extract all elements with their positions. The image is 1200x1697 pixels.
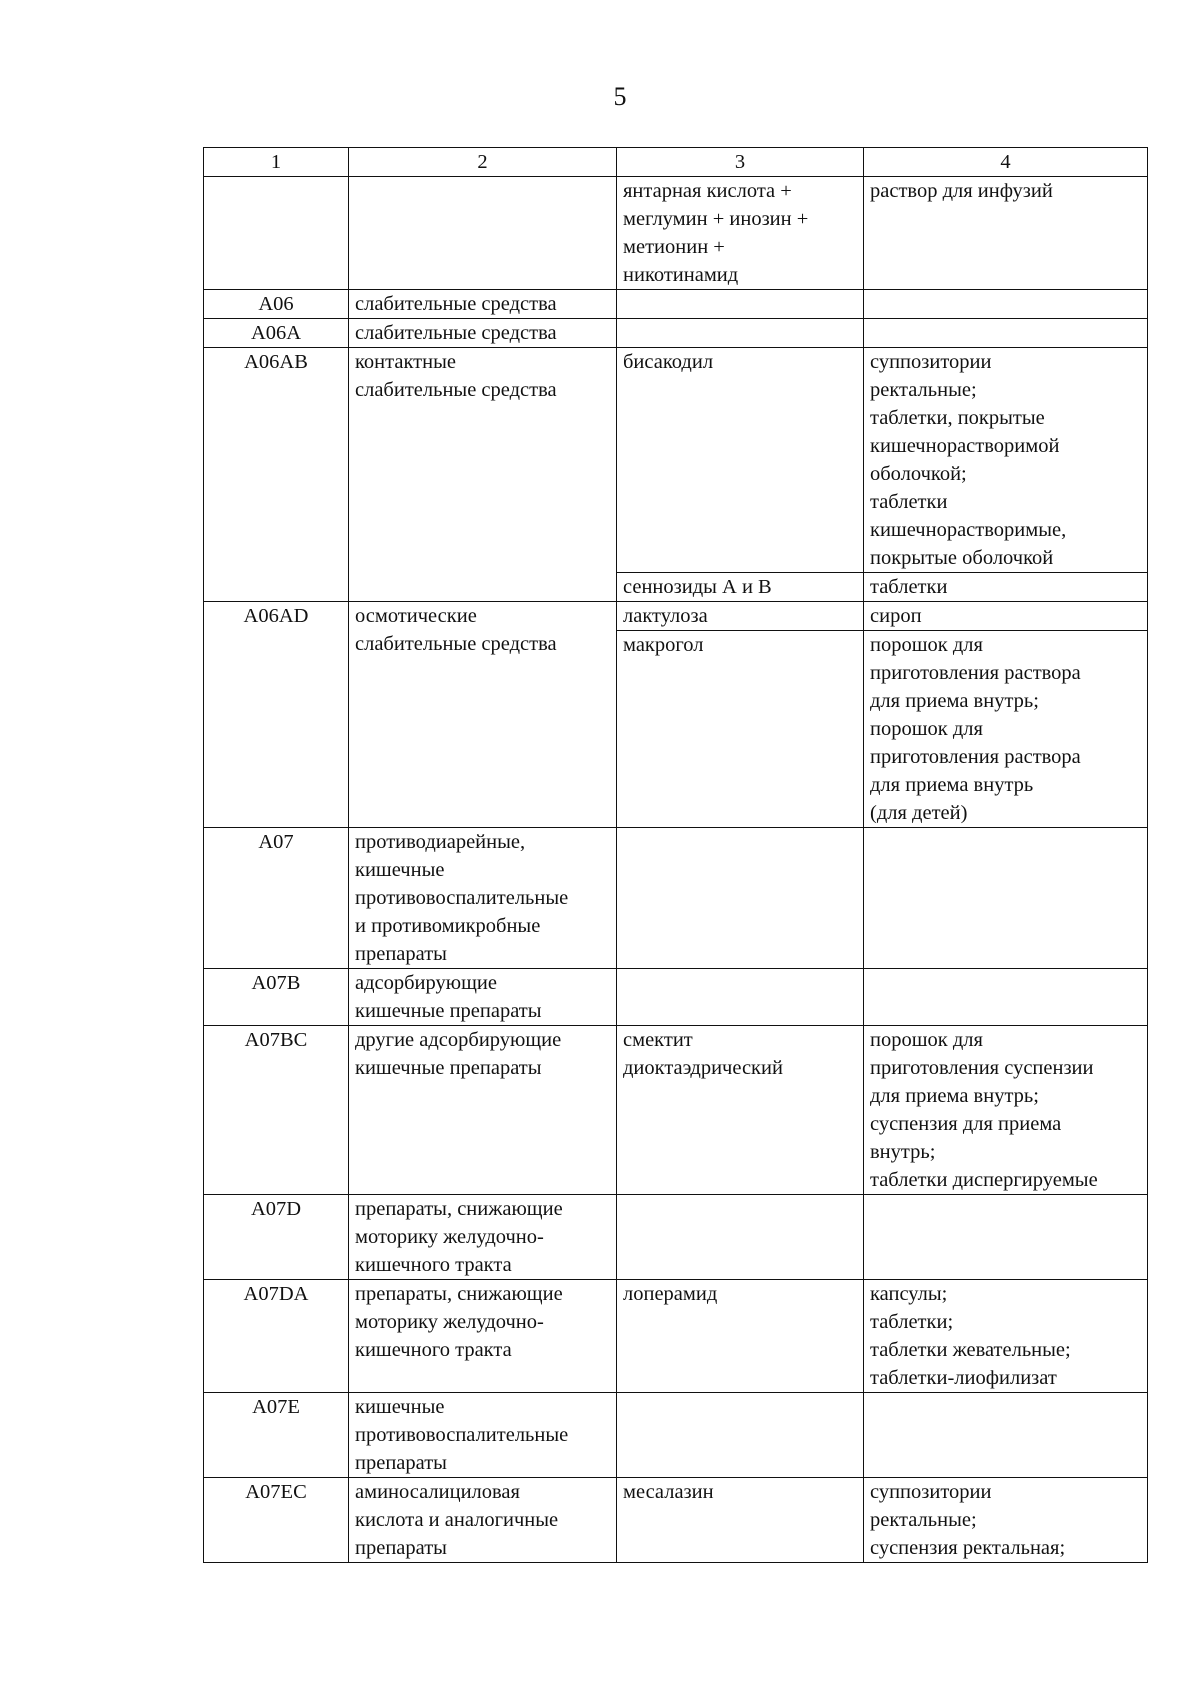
dosage-form-cell-line: внутрь; <box>870 1141 936 1163</box>
drug-name-cell <box>617 631 864 828</box>
drug-name-cell-line: никотинамид <box>623 264 739 286</box>
group-name-cell-line: моторику желудочно- <box>355 1311 544 1333</box>
header-cell-3: 3 <box>617 148 864 177</box>
group-name-cell-line: кишечные препараты <box>355 1057 542 1079</box>
atc-code-cell <box>204 1478 349 1563</box>
atc-code-cell <box>204 1195 349 1280</box>
group-name-cell <box>349 1393 617 1478</box>
group-name-cell-line: препараты <box>355 1452 447 1474</box>
dosage-form-cell <box>864 573 1148 602</box>
dosage-form-cell-line: таблетки жевательные; <box>870 1339 1071 1361</box>
group-name-cell-line: слабительные средства <box>355 322 557 344</box>
table-row <box>204 602 1148 631</box>
dosage-form-cell <box>864 348 1148 573</box>
atc-code-cell <box>204 1393 349 1478</box>
group-name-cell <box>349 828 617 969</box>
atc-code-cell <box>204 177 349 290</box>
group-name-cell-line: кишечные <box>355 859 445 881</box>
drug-name-cell <box>617 1280 864 1393</box>
dosage-form-cell-line: таблетки-лиофилизат <box>870 1367 1057 1389</box>
dosage-form-cell <box>864 319 1148 348</box>
table-row <box>204 1393 1148 1478</box>
group-name-cell-line: препараты <box>355 1537 447 1559</box>
group-name-cell-line: кислота и аналогичные <box>355 1509 559 1531</box>
group-name-cell-line: другие адсорбирующие <box>355 1029 562 1051</box>
header-cell-2: 2 <box>349 148 617 177</box>
table-row <box>204 1026 1148 1195</box>
dosage-form-cell-line: приготовления раствора <box>870 746 1081 768</box>
dosage-form-cell <box>864 1026 1148 1195</box>
atc-code-cell-line: A07EC <box>245 1481 307 1503</box>
dosage-form-cell-line: суппозитории <box>870 351 992 373</box>
drug-name-cell-line: метионин + <box>623 236 725 258</box>
drug-name-cell <box>617 573 864 602</box>
dosage-form-cell-line: для приема внутрь <box>870 774 1034 796</box>
group-name-cell <box>349 1026 617 1195</box>
dosage-form-cell <box>864 1280 1148 1393</box>
dosage-form-cell <box>864 602 1148 631</box>
dosage-form-cell <box>864 177 1148 290</box>
atc-code-cell-line: A07E <box>252 1396 300 1418</box>
table-row <box>204 1195 1148 1280</box>
table-row <box>204 1478 1148 1563</box>
table-row <box>204 177 1148 290</box>
drug-name-cell <box>617 177 864 290</box>
group-name-cell-line: кишечные препараты <box>355 1000 542 1022</box>
dosage-form-cell-line: таблетки <box>870 576 948 598</box>
dosage-form-cell-line: раствор для инфузий <box>870 180 1053 202</box>
atc-code-cell-line: A06A <box>250 322 302 344</box>
medication-table <box>203 147 1148 1563</box>
dosage-form-cell-line: порошок для <box>870 634 983 656</box>
atc-code-cell-line: A06AB <box>244 351 308 373</box>
drug-name-cell-line: янтарная кислота + <box>623 180 792 202</box>
dosage-form-cell-line: порошок для <box>870 1029 983 1051</box>
dosage-form-cell-line: кишечнорастворимой <box>870 435 1060 457</box>
group-name-cell-line: аминосалициловая <box>355 1481 520 1503</box>
table-row <box>204 319 1148 348</box>
drug-name-cell <box>617 1195 864 1280</box>
dosage-form-cell <box>864 969 1148 1026</box>
group-name-cell <box>349 290 617 319</box>
atc-code-cell <box>204 348 349 602</box>
dosage-form-cell-line: суспензия для приема <box>870 1113 1062 1135</box>
drug-name-cell <box>617 348 864 573</box>
table-row <box>204 348 1148 573</box>
drug-name-cell <box>617 1393 864 1478</box>
drug-name-cell <box>617 290 864 319</box>
atc-code-cell-line: A07B <box>251 972 301 994</box>
table-row <box>204 290 1148 319</box>
drug-name-cell-line: бисакодил <box>623 351 714 373</box>
dosage-form-cell-line: суппозитории <box>870 1481 992 1503</box>
atc-code-cell-line: A07BC <box>244 1029 308 1051</box>
drug-name-cell-line: месалазин <box>623 1481 714 1503</box>
group-name-cell <box>349 348 617 602</box>
table-row <box>204 969 1148 1026</box>
group-name-cell <box>349 1478 617 1563</box>
group-name-cell-line: моторику желудочно- <box>355 1226 544 1248</box>
dosage-form-cell-line: (для детей) <box>870 802 968 824</box>
group-name-cell-line: слабительные средства <box>355 293 557 315</box>
dosage-form-cell-line: порошок для <box>870 718 983 740</box>
atc-code-cell-line: A07 <box>258 831 294 853</box>
drug-name-cell-line: меглумин + инозин + <box>623 208 809 230</box>
dosage-form-cell-line: оболочкой; <box>870 463 967 485</box>
atc-code-cell-line: A07D <box>250 1198 302 1220</box>
dosage-form-cell-line: суспензия ректальная; <box>870 1537 1066 1559</box>
drug-name-cell-line: лактулоза <box>623 605 708 627</box>
group-name-cell <box>349 1195 617 1280</box>
group-name-cell <box>349 319 617 348</box>
dosage-form-cell-line: таблетки; <box>870 1311 954 1333</box>
drug-name-cell-line: смектит <box>623 1029 693 1051</box>
group-name-cell-line: слабительные средства <box>355 633 557 655</box>
atc-code-cell <box>204 828 349 969</box>
atc-code-cell-line: A06AD <box>243 605 309 627</box>
dosage-form-cell-line: капсулы; <box>870 1283 948 1305</box>
atc-code-cell-line: A06 <box>258 293 294 315</box>
group-name-cell-line: кишечного тракта <box>355 1339 512 1361</box>
dosage-form-cell <box>864 1393 1148 1478</box>
dosage-form-cell <box>864 631 1148 828</box>
atc-code-cell <box>204 602 349 828</box>
group-name-cell-line: противодиарейные, <box>355 831 526 853</box>
group-name-cell-line: кишечного тракта <box>355 1254 512 1276</box>
dosage-form-cell <box>864 290 1148 319</box>
group-name-cell-line: кишечные <box>355 1396 445 1418</box>
dosage-form-cell-line: для приема внутрь; <box>870 1085 1039 1107</box>
header-cell-1: 1 <box>204 148 349 177</box>
drug-name-cell <box>617 1478 864 1563</box>
dosage-form-cell-line: приготовления суспензии <box>870 1057 1094 1079</box>
group-name-cell <box>349 1280 617 1393</box>
group-name-cell-line: противовоспалительные <box>355 887 569 909</box>
group-name-cell-line: препараты, снижающие <box>355 1198 563 1220</box>
atc-code-cell <box>204 1280 349 1393</box>
drug-name-cell <box>617 969 864 1026</box>
page-number: 5 <box>613 82 627 111</box>
group-name-cell-line: слабительные средства <box>355 379 557 401</box>
atc-code-cell <box>204 290 349 319</box>
group-name-cell <box>349 177 617 290</box>
dosage-form-cell-line: ректальные; <box>870 1509 977 1531</box>
group-name-cell <box>349 602 617 828</box>
group-name-cell-line: контактные <box>355 351 456 373</box>
drug-name-cell <box>617 319 864 348</box>
dosage-form-cell <box>864 828 1148 969</box>
table-row <box>204 828 1148 969</box>
drug-name-cell-line: сеннозиды А и В <box>623 576 772 598</box>
table-header-row <box>204 148 1148 177</box>
atc-code-cell <box>204 319 349 348</box>
dosage-form-cell-line: таблетки <box>870 491 948 513</box>
dosage-form-cell <box>864 1195 1148 1280</box>
dosage-form-cell-line: приготовления раствора <box>870 662 1081 684</box>
group-name-cell <box>349 969 617 1026</box>
drug-name-cell <box>617 602 864 631</box>
dosage-form-cell-line: для приема внутрь; <box>870 690 1039 712</box>
dosage-form-cell-line: таблетки диспергируемые <box>870 1169 1098 1191</box>
group-name-cell-line: адсорбирующие <box>355 972 497 994</box>
dosage-form-cell-line: сироп <box>870 605 922 627</box>
atc-code-cell <box>204 1026 349 1195</box>
dosage-form-cell <box>864 1478 1148 1563</box>
dosage-form-cell-line: таблетки, покрытые <box>870 407 1045 429</box>
group-name-cell-line: и противомикробные <box>355 915 541 937</box>
header-cell-4: 4 <box>864 148 1148 177</box>
drug-name-cell <box>617 1026 864 1195</box>
dosage-form-cell-line: покрытые оболочкой <box>870 547 1054 569</box>
table-row <box>204 1280 1148 1393</box>
group-name-cell-line: препараты <box>355 943 447 965</box>
drug-name-cell-line: диоктаэдрический <box>623 1057 783 1079</box>
group-name-cell-line: противовоспалительные <box>355 1424 569 1446</box>
drug-name-cell <box>617 828 864 969</box>
drug-name-cell-line: лоперамид <box>623 1283 718 1305</box>
drug-name-cell-line: макрогол <box>623 634 704 656</box>
atc-code-cell-line: A07DA <box>243 1283 309 1305</box>
dosage-form-cell-line: ректальные; <box>870 379 977 401</box>
group-name-cell-line: препараты, снижающие <box>355 1283 563 1305</box>
atc-code-cell <box>204 969 349 1026</box>
dosage-form-cell-line: кишечнорастворимые, <box>870 519 1067 541</box>
group-name-cell-line: осмотические <box>355 605 477 627</box>
